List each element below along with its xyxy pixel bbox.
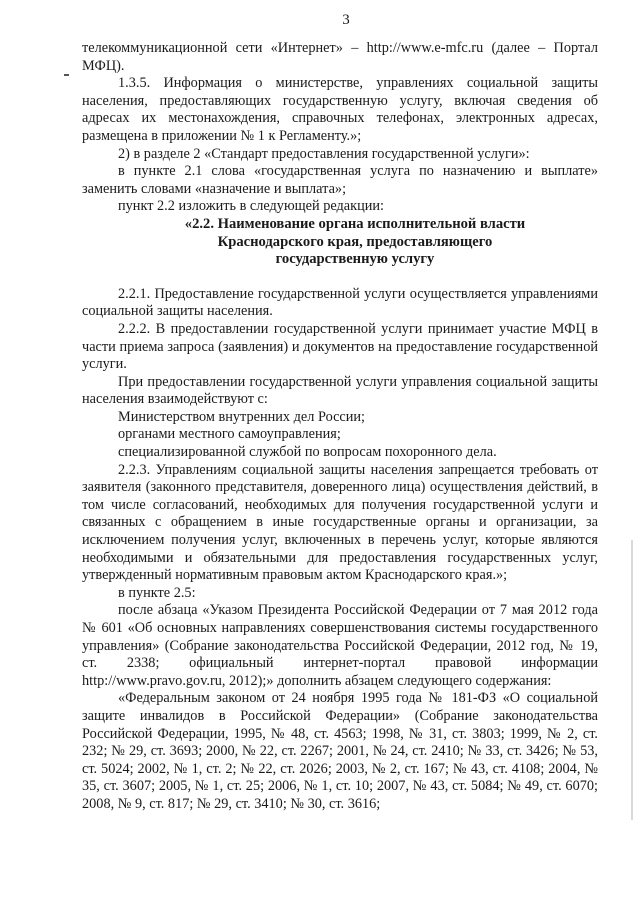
heading-line-2: Краснодарского края, предоставляющего (217, 233, 493, 250)
margin-mark (64, 74, 69, 76)
paragraph-p11: специализированной службой по вопросам похоронного дела. (118, 444, 497, 461)
paragraph-p9: Министерством внутренних дел России; (118, 408, 366, 425)
page-number: 3 (342, 12, 350, 28)
paragraph-p13: в пункте 2.5: (118, 584, 196, 601)
paragraphs-top (82, 40, 598, 216)
paragraph-p14: после абзаца «Указом Президента Российской Федерации от 7 мая 2012 года № 601 «Об основных направлениях совершенствования системы государственного управления» (Собрание законодательства Российской Федерации, 2012 год, № 19, ст. 2338; официальный интернет-портал правовой информации http://www.pravo.gov.ru, 2012);» дополнить абзацем следующего содержания: (82, 602, 598, 689)
paragraph-p5: пункт 2.2 изложить в следующей редакции: (118, 198, 385, 215)
document-body (82, 40, 598, 814)
paragraph-p6: 2.2.1. Предоставление государственной услуги осуществляется управлениями социальной защиты населения. (82, 285, 598, 320)
paragraph-p1: телекоммуникационной сети «Интернет» – http://www.e-mfc.ru (далее – Портал МФЦ). (82, 40, 598, 74)
paragraphs-bottom (82, 286, 598, 814)
paragraph-p3: 2) в разделе 2 «Стандарт предоставления государственной услуги»: (118, 145, 530, 162)
section-heading (82, 216, 598, 269)
paragraph-p10: органами местного самоуправления; (118, 426, 341, 443)
paragraph-p4: в пункте 2.1 слова «государственная услуга по назначению и выплате» заменить словами «назначение и выплата»; (82, 163, 598, 197)
paragraph-p15: «Федеральным законом от 24 ноября 1995 года № 181-ФЗ «О социальной защите инвалидов в Российской Федерации» (Собрание законодательства Российской Федерации, 1995, № 48, ст. 4563; 1998, № 31, ст. 3803; 1999, № 2, ст. 232; № 29, ст. 3693; 2000, № 22, ст. 2267; 2001, № 24, ст. 2410; № 33, ст. 3426; № 53, ст. 5024; 2002, № 1, ст. 2; № 22, ст. 2026; 2003, № 2, ст. 167; № 43, ст. 4108; 2004, № 35, ст. 3607; 2005, № 1, ст. 25; 2006, № 1, ст. 10; 2007, № 43, ст. 5084; № 49, ст. 6070; 2008, № 9, ст. 817; № 29, ст. 3410; № 30, ст. 3616; (82, 690, 598, 812)
paragraph-p7: 2.2.2. В предоставлении государственной услуги принимает участие МФЦ в части приема запроса (заявления) и документов на предоставление государственной услуги. (82, 320, 598, 373)
paragraph-p2: 1.3.5. Информация о министерстве, управлениях социальной защиты населения, предоставляющих государственную услугу, включая сведения об адресах их местонахождения, справочных телефонах, электронных адресах, размещена в приложении № 1 к Регламенту.»; (82, 75, 598, 144)
heading-line-1: «2.2. Наименование органа исполнительной власти (184, 215, 526, 232)
paragraph-p12: 2.2.3. Управлениям социальной защиты населения запрещается требовать от заявителя (законного представителя, доверенного лица) осуществления действий, в том числе согласований, необходимых для получения государственной услуги и связанных с обращением в иные государственные органы и организации, за исключением получения услуг, включенных в перечень услуг, которые являются необходимыми и обязательными для предоставления государственных услуг, утвержденный нормативным правовым актом Краснодарского края.»; (82, 461, 598, 584)
paragraph-p8: При предоставлении государственной услуги управления социальной защиты населения взаимодействуют с: (82, 373, 598, 408)
scan-edge-shadow (631, 540, 633, 820)
heading-line-3: государственную услугу (275, 251, 435, 268)
